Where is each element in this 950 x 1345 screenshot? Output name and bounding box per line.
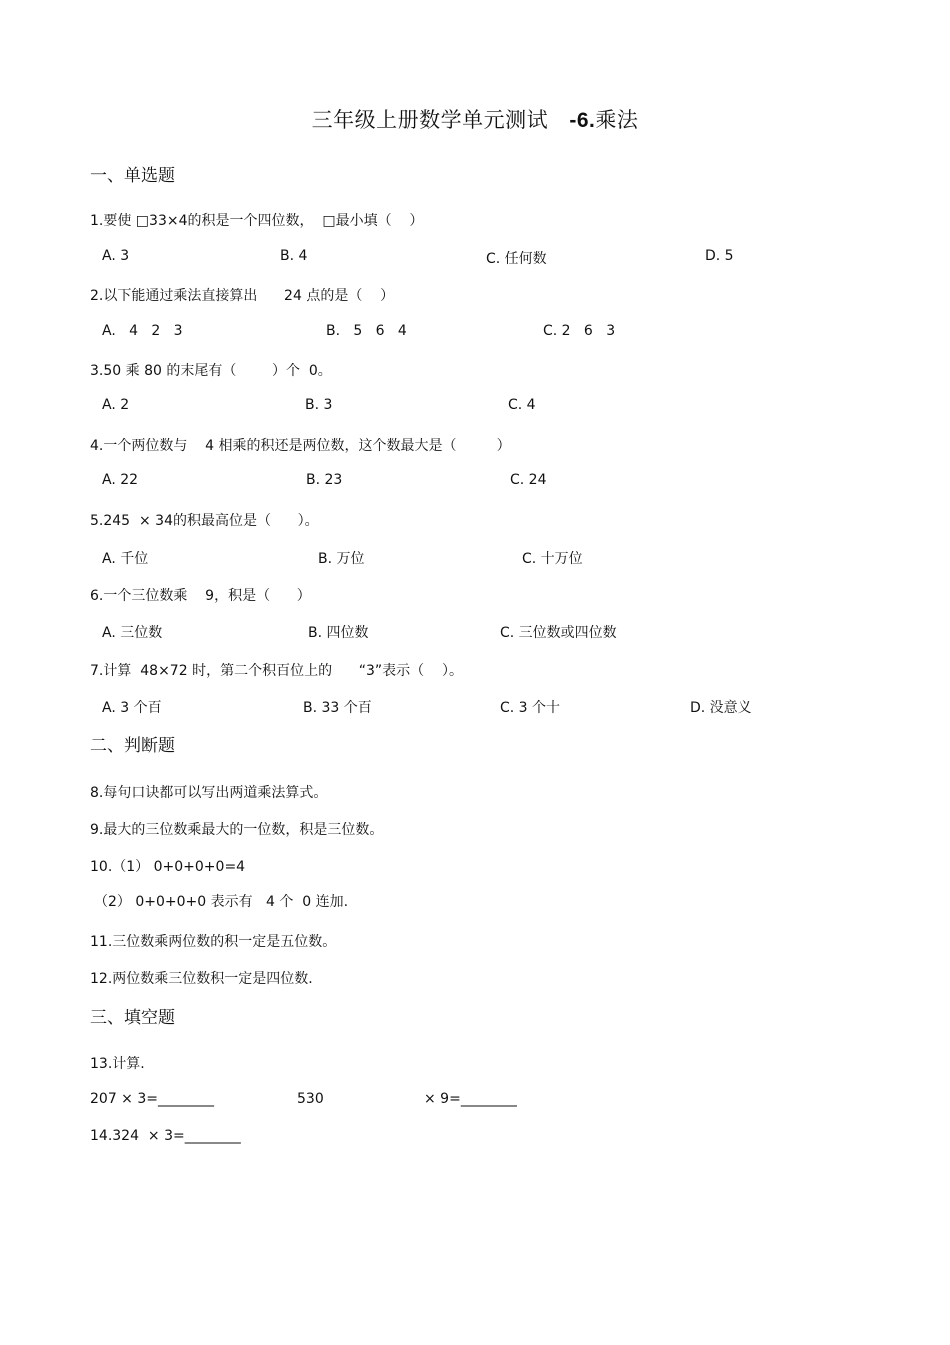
q6-option-c: C. 三位数或四位数 <box>500 625 617 641</box>
question-11: 11.三位数乘两位数的积一定是五位数。 <box>90 934 337 950</box>
question-10-part-2: （2） 0+0+0+0 表示有 4 个 0 连加. <box>94 894 349 910</box>
q3-option-b: B. 3 <box>305 397 333 413</box>
q4-option-c: C. 24 <box>510 472 547 488</box>
q2-option-b: B. 5 6 4 <box>326 323 407 339</box>
q3-option-a: A. 2 <box>102 397 130 413</box>
question-5: 5.245 × 34的积最高位是（ ）。 <box>90 513 319 529</box>
question-3: 3.50 乘 80 的末尾有（ ）个 0。 <box>90 363 332 379</box>
q5-option-a: A. 千位 <box>102 551 149 567</box>
question-6: 6.一个三位数乘 9，积是（ ） <box>90 588 311 604</box>
q1-option-a: A. 3 <box>102 248 130 264</box>
title-suffix: -6. <box>569 109 596 132</box>
section-true-false: 二、判断题 <box>90 736 175 756</box>
page-title <box>0 104 950 134</box>
question-1: 1.要使 □33×4的积是一个四位数， □最小填（ ） <box>90 213 424 229</box>
q4-option-b: B. 23 <box>306 472 343 488</box>
question-2: 2.以下能通过乘法直接算出 24 点的是（ ） <box>90 288 395 304</box>
q2-option-a: A. 4 2 3 <box>102 323 183 339</box>
question-12: 12.两位数乘三位数积一定是四位数. <box>90 971 313 987</box>
q13-calc-1: 207 × 3=________ <box>90 1091 214 1107</box>
q7-option-c: C. 3 个十 <box>500 700 561 716</box>
question-14: 14.324 × 3=________ <box>90 1128 241 1144</box>
question-7: 7.计算 48×72 时，第二个积百位上的 “3”表示（ ）。 <box>90 663 463 679</box>
question-10-part-1: 10.（1） 0+0+0+0=4 <box>90 859 246 875</box>
q13-calc-2-number: 530 <box>297 1091 324 1107</box>
q5-option-b: B. 万位 <box>318 551 365 567</box>
question-9: 9.最大的三位数乘最大的一位数，积是三位数。 <box>90 822 384 838</box>
q7-option-a: A. 3 个百 <box>102 700 162 716</box>
q1-option-d: D. 5 <box>705 248 734 264</box>
q3-option-c: C. 4 <box>508 397 536 413</box>
q13-calc-2-rest: × 9=________ <box>424 1091 517 1107</box>
q6-option-a: A. 三位数 <box>102 625 163 641</box>
title-tail: 乘法 <box>595 108 639 132</box>
section-fill-in: 三、填空题 <box>90 1008 175 1028</box>
q7-option-b: B. 33 个百 <box>303 700 372 716</box>
q4-option-a: A. 22 <box>102 472 139 488</box>
question-4: 4.一个两位数与 4 相乘的积还是两位数，这个数最大是（ ） <box>90 438 511 454</box>
q6-option-b: B. 四位数 <box>308 625 369 641</box>
q5-option-c: C. 十万位 <box>522 551 583 567</box>
title-main: 三年级上册数学单元测试 <box>311 108 549 132</box>
q1-option-c: C. 任何数 <box>486 251 547 267</box>
section-single-choice: 一、单选题 <box>90 166 175 186</box>
q7-option-d: D. 没意义 <box>690 700 752 716</box>
question-8: 8.每句口诀都可以写出两道乘法算式。 <box>90 785 328 801</box>
question-13: 13.计算. <box>90 1056 145 1072</box>
q1-option-b: B. 4 <box>280 248 308 264</box>
q2-option-c: C. 2 6 3 <box>543 323 616 339</box>
